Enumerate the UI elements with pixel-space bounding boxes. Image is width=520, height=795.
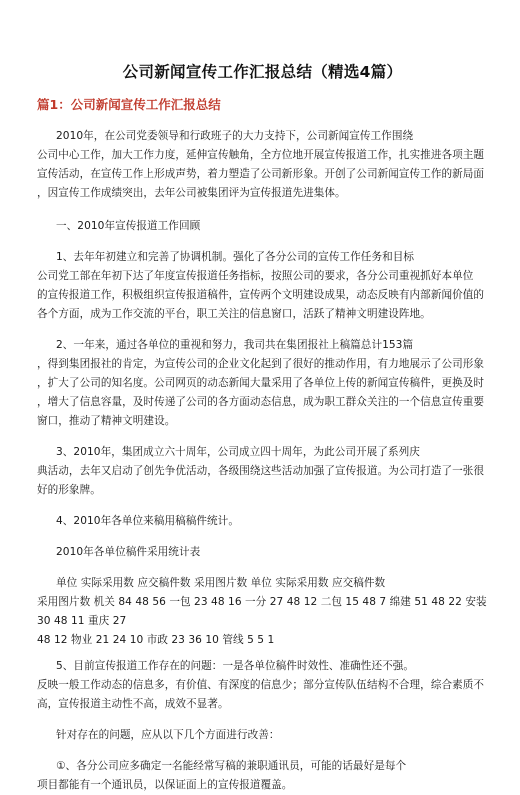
item-4-paragraph: 4、2010年各单位来稿用稿稿件统计。	[56, 515, 239, 527]
section-heading: 篇1：公司新闻宣传工作汇报总结	[37, 97, 221, 112]
item-1-paragraph: 1、去年年初建立和完善了协调机制。强化了各分公司的宣传工作任务和目标 公司党工部在年初下达了年度宣传报道任务指标，按照公司的要求，各分公司重视抓好本单位 的宣传报道工作，积极组织宣传报道稿件，宣传两个文明建设成果，动态反映有内部新闻价值的 各个方面，成为工作交流的平台，职工关注的信息窗口，活跃了精神文明建设阵地。	[37, 251, 485, 320]
item-5-paragraph: 5、目前宣传报道工作存在的问题：一是各单位稿件时效性、准确性还不强。 反映一般工作动态的信息多，有价值、有深度的信息少；部分宣传队伍结构不合理，综合素质不 高，宣传报道主动性不高，成效不显著。	[37, 660, 485, 710]
stats-table-title: 2010年各单位稿件采用统计表	[56, 546, 201, 558]
review-heading: 一、2010年宣传报道工作回顾	[56, 220, 201, 232]
intro-paragraph: 2010年，在公司党委领导和行政班子的大力支持下，公司新闻宣传工作围绕 公司中心工作，加大工作力度，延伸宣传触角，全方位地开展宣传报道工作，扎实推进各项主题 宣传活动，在宣传工作上形成声势，着力塑造了公司新形象。开创了公司新闻宣传工作的新局面 ，因宣传工作成绩突出，去年公司被集团评为宣传报道先进集体。	[37, 130, 485, 199]
item-3-paragraph: 3、2010年，集团成立六十周年，公司成立四十周年，为此公司开展了系列庆 典活动，去年又启动了创先争优活动，各级围绕这些活动加强了宣传报道。为公司打造了一张很 好的形象牌。	[37, 446, 485, 496]
item-2-paragraph: 2、一年来，通过各单位的重视和努力，我司共在集团报社上稿篇总计153篇 ，得到集团报社的肯定，为宣传公司的企业文化起到了很好的推动作用，有力地展示了公司形象 ，扩大了公司的知名度。公司网页的动态新闻大量采用了各单位上传的新闻宣传稿件，更换及时 ，增大了信息容量，及时传递了公司的各方面动态信息，成为职工群众关注的一个信息宣传重要 窗口，推动了精神文明建设。	[37, 339, 485, 427]
stats-table-content: 单位 实际采用数 应交稿件数 采用图片数 单位 实际采用数 应交稿件数 采用图片数 机关 84 48 56 一包 23 48 16 一分 27 48 12 二包 15 48 7 绵建 51 48 22 安装 30 48 11 重庆 27 48 12 物业 21 24 10 市政 23 36 10 管线 5 5 1	[37, 577, 487, 646]
improvement-item-1: ①、各分公司应多确定一名能经常写稿的兼职通讯员，可能的话最好是每个 项目都能有一个通讯员，以保证面上的宣传报道覆盖。	[37, 760, 407, 791]
improvement-intro: 针对存在的问题，应从以下几个方面进行改善：	[56, 729, 280, 741]
document-title: 公司新闻宣传工作汇报总结（精选4篇）	[122, 63, 403, 81]
